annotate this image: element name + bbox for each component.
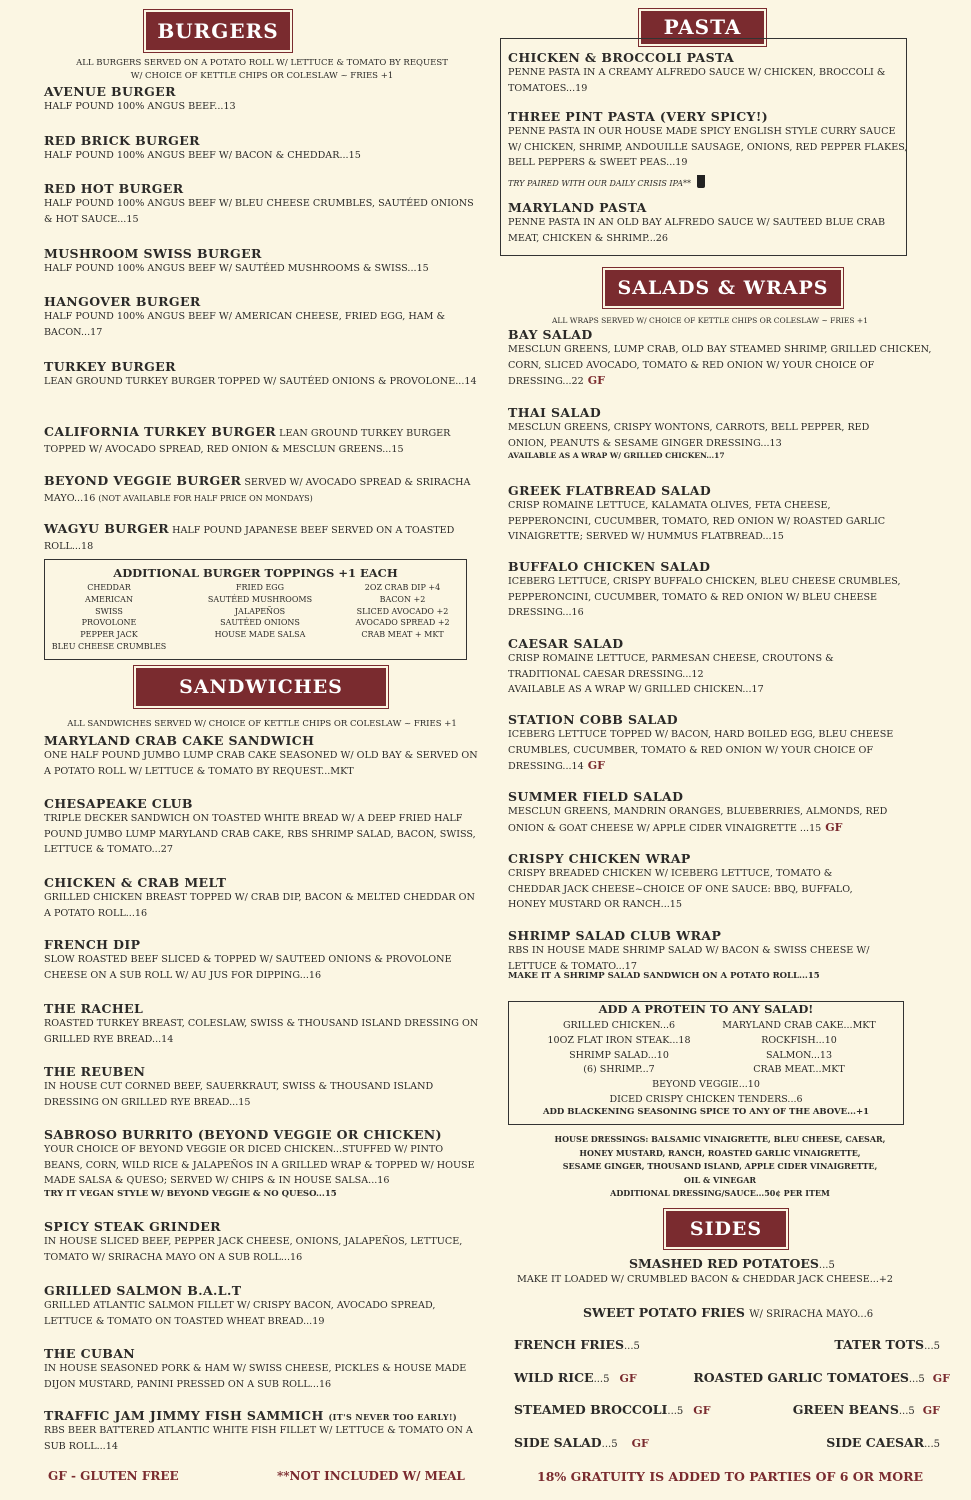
menu-item: BEYOND VEGGIE BURGER SERVED W/ AVOCADO SPREAD & SRIRACHA MAYO...16 (NOT AVAILABLE FOR HALF PRICE ON MONDAYS) bbox=[44, 473, 471, 504]
smashed-note: MAKE IT LOADED W/ CRUMBLED BACON & CHEDDAR JACK CHEESE...+2 bbox=[517, 1274, 894, 1285]
protein-item: SALMON...13 bbox=[765, 1049, 833, 1061]
toppings-box bbox=[44, 559, 467, 660]
side-item: SMASHED RED POTATOES...5 bbox=[629, 1256, 835, 1271]
menu-item: TURKEY BURGER LEAN GROUND TURKEY BURGER TOPPED W/ SAUTÉED ONIONS & PROVOLONE...14 bbox=[44, 359, 477, 387]
menu-item: SUMMER FIELD SALAD MESCLUN GREENS, MANDRIN ORANGES, BLUEBERRIES, ALMONDS, RED ONION & GOAT CHEESE W/ APPLE CIDER VINAIGRETTE ...15 GF bbox=[508, 789, 888, 834]
toppings-column bbox=[195, 582, 325, 641]
menu-item: SHRIMP SALAD CLUB WRAP RBS IN HOUSE MADE SHRIMP SALAD W/ BACON & SWISS CHEESE W/ LETTUCE & TOMATO...17 MAKE IT A SHRIMP SALAD SANDWICH ON A POTATO ROLL...15 bbox=[508, 928, 870, 981]
pasta-banner: PASTA bbox=[641, 11, 764, 44]
burgers-note: ALL BURGERS SERVED ON A POTATO ROLL W/ LETTUCE & TOMATO BY REQUEST W/ CHOICE OF KETTLE CHIPS OR COLESLAW ~ FRIES +1 bbox=[76, 58, 448, 81]
topping-item: 2OZ CRAB DIP +4 bbox=[364, 583, 441, 592]
protein-item: DICED CRISPY CHICKEN TENDERS...6 bbox=[609, 1093, 803, 1105]
topping-item: SWISS bbox=[95, 606, 123, 616]
protein-box bbox=[508, 1001, 904, 1125]
menu-item: CAESAR SALAD CRISP ROMAINE LETTUCE, PARMESAN CHEESE, CROUTONS & TRADITIONAL CAESAR DRESSING...12 AVAILABLE AS A WRAP W/ GRILLED CHICKEN...17 bbox=[508, 636, 834, 695]
menu-item: BUFFALO CHICKEN SALAD ICEBERG LETTUCE, CRISPY BUFFALO CHICKEN, BLEU CHEESE CRUMBLES, PEPPERONCINI, CUCUMBER, TOMATO & RED ONION W/ BLEU CHEESE DRESSING...16 bbox=[508, 559, 901, 618]
menu-item: FRENCH DIP SLOW ROASTED BEEF SLICED & TOPPED W/ SAUTEED ONIONS & PROVOLONE CHEESE ON A SUB ROLL W/ AU JUS FOR DIPPING...16 bbox=[44, 937, 452, 981]
not-included-note: **NOT INCLUDED W/ MEAL bbox=[277, 1469, 465, 1483]
dressing-line: ADDITIONAL DRESSING/SAUCE...50¢ PER ITEM bbox=[610, 1188, 830, 1198]
sandwiches-note: ALL SANDWICHES SERVED W/ CHOICE OF KETTLE CHIPS OR COLESLAW ~ FRIES +1 bbox=[67, 719, 457, 729]
topping-item: AVOCADO SPREAD +2 bbox=[355, 618, 450, 628]
menu-item: HANGOVER BURGER HALF POUND 100% ANGUS BEEF W/ AMERICAN CHEESE, FRIED EGG, HAM & BACON...17 bbox=[44, 294, 446, 338]
menu-item: MARYLAND CRAB CAKE SANDWICH ONE HALF POUND JUMBO LUMP CRAB CAKE SEASONED W/ OLD BAY & SERVED ON A POTATO ROLL W/ LETTUCE & TOMATO BY REQUEST...MKT bbox=[44, 733, 478, 777]
topping-item: SAUTÉED MUSHROOMS bbox=[207, 594, 313, 604]
side-item: FRENCH FRIES...5 bbox=[514, 1337, 640, 1352]
topping-item: CHEDDAR bbox=[87, 583, 131, 592]
menu-item: CHESAPEAKE CLUB TRIPLE DECKER SANDWICH ON TOASTED WHITE BREAD W/ A DEEP FRIED HALF POUND JUMBO LUMP MARYLAND CRAB CAKE, RBS SHRIMP SALAD, BACON, SWISS, LETTUCE & TOMATO...27 bbox=[44, 796, 476, 855]
dressing-line: HOUSE DRESSINGS: BALSAMIC VINAIGRETTE, BLEU CHEESE, CAESAR, bbox=[554, 1134, 886, 1144]
topping-item: BACON +2 bbox=[379, 594, 426, 604]
topping-item: AMERICAN bbox=[85, 594, 133, 604]
protein-item: MARYLAND CRAB CAKE...MKT bbox=[722, 1020, 876, 1031]
topping-item: PROVOLONE bbox=[81, 618, 137, 628]
topping-item: CRAB MEAT + MKT bbox=[361, 630, 444, 640]
topping-item: HOUSE MADE SALSA bbox=[214, 630, 306, 640]
menu-item: CRISPY CHICKEN WRAP CRISPY BREADED CHICKEN W/ ICEBERG LETTUCE, TOMATO & CHEDDAR JACK CHEESE~CHOICE OF ONE SAUCE: BBQ, BUFFALO, HONEY MUSTARD OR RANCH...15 bbox=[508, 851, 853, 910]
menu-item: THE REUBEN IN HOUSE CUT CORNED BEEF, SAUERKRAUT, SWISS & THOUSAND ISLAND DRESSING ON GRILLED RYE BREAD...15 bbox=[44, 1064, 434, 1108]
protein-list-left bbox=[529, 1019, 709, 1078]
topping-item: SAUTÉED ONIONS bbox=[220, 618, 300, 628]
house-dressings bbox=[500, 1133, 940, 1201]
menu-item: STATION COBB SALAD ICEBERG LETTUCE TOPPED W/ BACON, HARD BOILED EGG, BLEU CHEESE CRUMBLES, CUCUMBER, TOMATO & RED ONION W/ YOUR CHOICE OF DRESSING...14 GF bbox=[508, 712, 894, 772]
side-item: ROASTED GARLIC TOMATOES...5 GF bbox=[693, 1370, 950, 1385]
menu-item: MARYLAND PASTA PENNE PASTA IN AN OLD BAY ALFREDO SAUCE W/ SAUTEED BLUE CRAB MEAT, CHICKEN & SHRIMP...26 bbox=[508, 200, 886, 244]
topping-item: PEPPER JACK bbox=[80, 630, 138, 640]
sandwiches-banner: SANDWICHES bbox=[136, 668, 386, 706]
topping-item: BLEU CHEESE CRUMBLES bbox=[51, 641, 167, 651]
menu-item: WAGYU BURGER HALF POUND JAPANESE BEEF SERVED ON A TOASTED ROLL...18 bbox=[44, 521, 455, 552]
side-item: SWEET POTATO FRIES W/ SRIRACHA MAYO...6 bbox=[583, 1305, 874, 1320]
menu-item: RED HOT BURGER HALF POUND 100% ANGUS BEEF W/ BLEU CHEESE CRUMBLES, SAUTÉED ONIONS & HOT SAUCE...15 bbox=[44, 181, 474, 225]
menu-item: AVENUE BURGER HALF POUND 100% ANGUS BEEF...13 bbox=[44, 84, 236, 112]
menu-item: THAI SALAD MESCLUN GREENS, CRISPY WONTONS, CARROTS, BELL PEPPER, RED ONION, PEANUTS & SESAME GINGER DRESSING...13 AVAILABLE AS A WRAP W/ GRILLED CHICKEN...17 bbox=[508, 405, 870, 460]
menu-item: BAY SALAD MESCLUN GREENS, LUMP CRAB, OLD BAY STEAMED SHRIMP, GRILLED CHICKEN, CORN, SLICED AVOCADO, TOMATO & RED ONION W/ YOUR CHOICE OF DRESSING...22 GF bbox=[508, 327, 932, 387]
gratuity-note: 18% GRATUITY IS ADDED TO PARTIES OF 6 OR MORE bbox=[537, 1469, 924, 1484]
menu-item: CALIFORNIA TURKEY BURGER LEAN GROUND TURKEY BURGER TOPPED W/ AVOCADO SPREAD, RED ONION & MESCLUN GREENS...15 bbox=[44, 424, 451, 455]
protein-list-right bbox=[709, 1019, 889, 1078]
menu-item: CHICKEN & BROCCOLI PASTA PENNE PASTA IN A CREAMY ALFREDO SAUCE W/ CHICKEN, BROCCOLI & TOMATOES...19 bbox=[508, 50, 886, 94]
menu-item: GREEK FLATBREAD SALAD CRISP ROMAINE LETTUCE, KALAMATA OLIVES, FETA CHEESE, PEPPERONCINI, CUCUMBER, TOMATO, RED ONION W/ ROASTED GARLIC VINAIGRETTE; SERVED W/ HUMMUS FLATBREAD...15 bbox=[508, 483, 886, 542]
side-item: GREEN BEANS...5 GF bbox=[792, 1402, 940, 1417]
topping-item: JALAPEÑOS bbox=[234, 606, 286, 616]
topping-item: FRIED EGG bbox=[235, 583, 285, 592]
dressing-line: SESAME GINGER, THOUSAND ISLAND, APPLE CIDER VINAIGRETTE, bbox=[562, 1161, 878, 1171]
menu-item: THE CUBAN IN HOUSE SEASONED PORK & HAM W/ SWISS CHEESE, PICKLES & HOUSE MADE DIJON MUSTARD, PANINI PRESSED ON A SUB ROLL...16 bbox=[44, 1346, 467, 1390]
protein-item: SHRIMP SALAD...10 bbox=[569, 1049, 669, 1061]
protein-item: (6) SHRIMP...7 bbox=[583, 1064, 655, 1076]
menu-item: SPICY STEAK GRINDER IN HOUSE SLICED BEEF, PEPPER JACK CHEESE, ONIONS, JALAPEÑOS, LETTUCE, TOMATO W/ SRIRACHA MAYO ON A SUB ROLL...16 bbox=[44, 1219, 463, 1263]
toppings-column bbox=[49, 582, 169, 653]
menu-item: THREE PINT PASTA (VERY SPICY!) PENNE PASTA IN OUR HOUSE MADE SPICY ENGLISH STYLE CURRY SAUCE W/ CHICKEN, SHRIMP, ANDOUILLE SAUSAGE, ONIONS, RED PEPPER FLAKES, BELL PEPPERS & SWEET PEAS...19 TRY PAIRED WITH OUR DAILY CRISIS IPA** bbox=[508, 109, 908, 188]
side-item: STEAMED BROCCOLI...5 GF bbox=[514, 1402, 711, 1417]
protein-list-center bbox=[509, 1078, 903, 1108]
topping-item: SLICED AVOCADO +2 bbox=[356, 606, 449, 616]
menu-item: THE RACHEL ROASTED TURKEY BREAST, COLESLAW, SWISS & THOUSAND ISLAND DRESSING ON GRILLED RYE BREAD...14 bbox=[44, 1001, 479, 1045]
dressing-line: OIL & VINEGAR bbox=[683, 1174, 757, 1185]
protein-item: CRAB MEAT...MKT bbox=[753, 1064, 845, 1076]
protein-blacken: ADD BLACKENING SEASONING SPICE TO ANY OF THE ABOVE...+1 bbox=[542, 1107, 870, 1117]
salads-banner: SALADS & WRAPS bbox=[605, 270, 841, 306]
menu-item: GRILLED SALMON B.A.L.T GRILLED ATLANTIC SALMON FILLET W/ CRISPY BACON, AVOCADO SPREAD, LETTUCE & TOMATO ON TOASTED WHEAT BREAD...19 bbox=[44, 1283, 436, 1327]
gluten-free-legend: GF - GLUTEN FREE bbox=[48, 1469, 179, 1483]
menu-item: MUSHROOM SWISS BURGER HALF POUND 100% ANGUS BEEF W/ SAUTÉED MUSHROOMS & SWISS...15 bbox=[44, 246, 429, 274]
menu-item: SABROSO BURRITO (BEYOND VEGGIE OR CHICKEN) YOUR CHOICE OF BEYOND VEGGIE OR DICED CHICKEN...STUFFED W/ PINTO BEANS, CORN, WILD RICE & JALAPEÑOS IN A GRILLED WRAP & TOPPED W/ HOUSE MADE SALSA & QUESO; SERVED W/ CHIPS & IN HOUSE SALSA...16 TRY IT VEGAN STYLE W/ BEYOND VEGGIE & NO QUESO...15 bbox=[44, 1127, 475, 1199]
side-item: TATER TOTS...5 bbox=[834, 1337, 940, 1352]
burgers-banner: BURGERS bbox=[146, 12, 290, 50]
menu-item: RED BRICK BURGER HALF POUND 100% ANGUS BEEF W/ BACON & CHEDDAR...15 bbox=[44, 133, 361, 161]
menu-item: TRAFFIC JAM JIMMY FISH SAMMICH (IT'S NEVER TOO EARLY!) RBS BEER BATTERED ATLANTIC WHITE FISH FILLET W/ LETTUCE & TOMATO ON A SUB ROLL...14 bbox=[44, 1408, 473, 1452]
protein-item: ROCKFISH...10 bbox=[761, 1034, 837, 1046]
salads-note: ALL WRAPS SERVED W/ CHOICE OF KETTLE CHIPS OR COLESLAW ~ FRIES +1 bbox=[552, 316, 868, 325]
side-item: SIDE CAESAR...5 bbox=[826, 1435, 940, 1450]
protein-item: GRILLED CHICKEN...6 bbox=[562, 1020, 676, 1031]
toppings-column bbox=[345, 582, 460, 641]
side-item: SIDE SALAD...5 GF bbox=[514, 1435, 649, 1450]
sides-banner: SIDES bbox=[666, 1211, 786, 1247]
protein-title: ADD A PROTEIN TO ANY SALAD! bbox=[598, 1002, 814, 1016]
toppings-title: ADDITIONAL BURGER TOPPINGS +1 EACH bbox=[113, 566, 398, 580]
pint-glass-icon bbox=[697, 175, 705, 188]
protein-item: BEYOND VEGGIE...10 bbox=[652, 1079, 760, 1090]
menu-item: CHICKEN & CRAB MELT GRILLED CHICKEN BREAST TOPPED W/ CRAB DIP, BACON & MELTED CHEDDAR ON A POTATO ROLL...16 bbox=[44, 875, 475, 919]
dressing-line: HONEY MUSTARD, RANCH, ROASTED GARLIC VINAIGRETTE, bbox=[579, 1147, 861, 1158]
side-item: WILD RICE...5 GF bbox=[514, 1370, 637, 1385]
protein-item: 10OZ FLAT IRON STEAK...18 bbox=[547, 1034, 691, 1046]
